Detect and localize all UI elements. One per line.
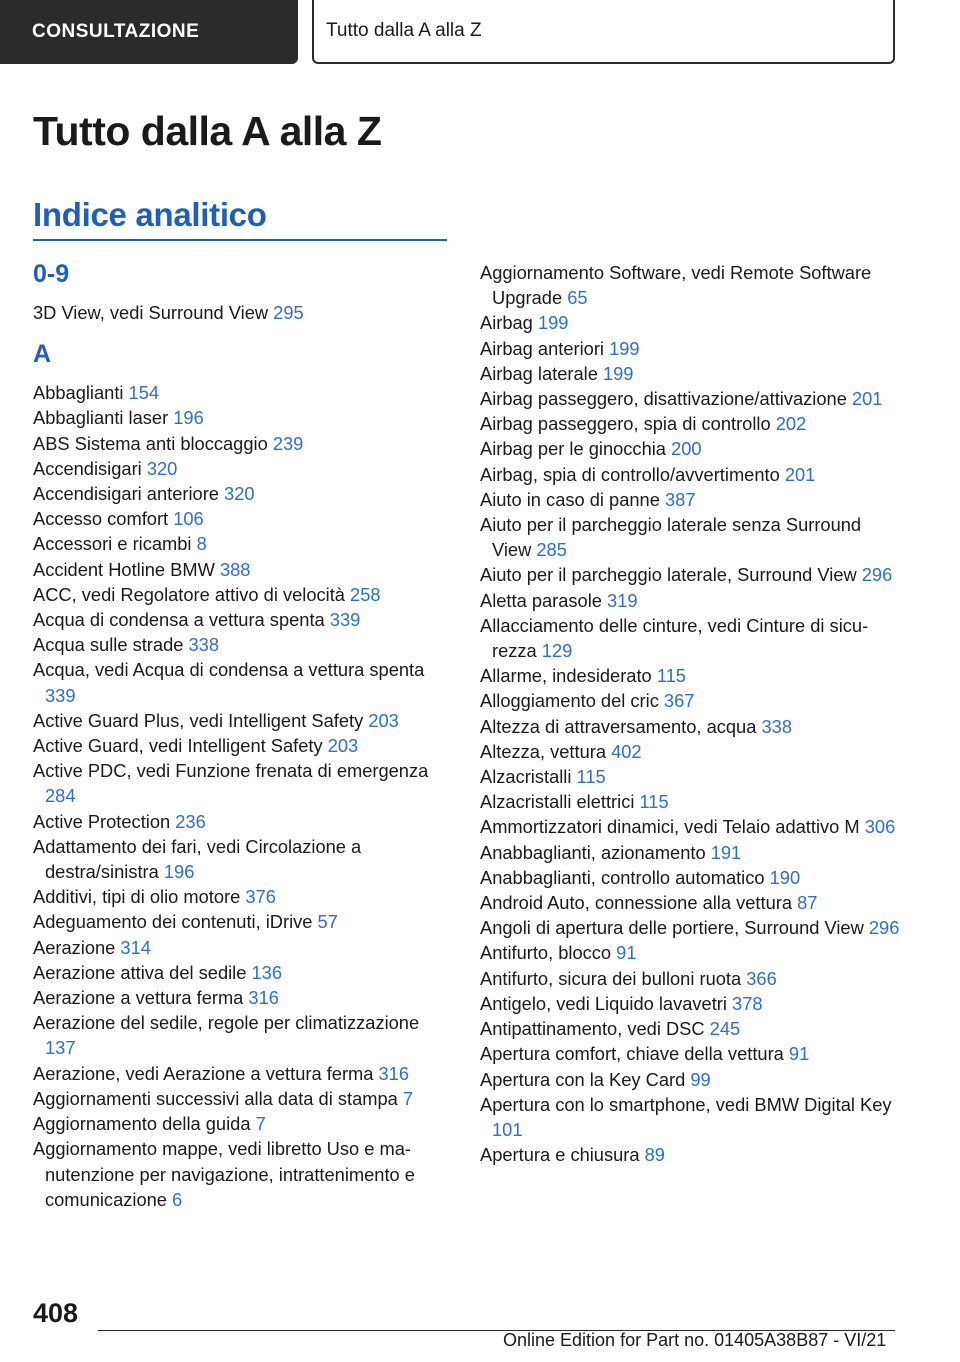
index-entry	[33, 1111, 443, 1136]
index-page-link[interactable]: 7	[255, 1113, 266, 1135]
index-page-link[interactable]: 106	[173, 508, 204, 530]
index-entry-text: Alzacristalli	[480, 766, 577, 788]
index-entry-text: Angoli di apertura delle portiere, Surround View	[480, 917, 869, 939]
index-entry	[33, 809, 443, 834]
index-entry-text: Airbag anteriori	[480, 337, 610, 359]
index-page-link[interactable]: 339	[329, 609, 361, 631]
index-column-left	[33, 258, 443, 1212]
index-entry-text: Aggiornamento mappe, vedi libretto Uso e manutenzione per navigazione, intrattenimento e comunicazione	[33, 1138, 415, 1210]
index-page-link[interactable]: 196	[173, 407, 204, 429]
index-entry-text: Abbaglianti	[33, 382, 129, 404]
index-entry	[33, 1061, 443, 1086]
index-entry	[33, 557, 443, 582]
index-entry-text: Ammortizzatori dinamici, vedi Telaio adattivo M	[480, 816, 865, 838]
index-group-a	[33, 380, 443, 1212]
index-page-link[interactable]: 387	[664, 488, 696, 510]
index-entry-text: Active Guard, vedi Intelligent Safety	[33, 735, 328, 757]
index-entry-text: Airbag per le ginocchia	[480, 438, 672, 460]
index-page-link[interactable]: 236	[175, 810, 206, 832]
index-column-right	[480, 260, 900, 1167]
index-entry	[480, 1092, 900, 1142]
index-entry-text: Apertura con lo smartphone, vedi BMW Digital Key	[480, 1093, 892, 1115]
index-entry-text: Aggiornamento della guida	[33, 1113, 256, 1135]
index-entry	[480, 865, 900, 890]
index-entry	[33, 1010, 443, 1060]
index-entry-text: Airbag	[480, 312, 538, 334]
index-page-link[interactable]: 203	[368, 709, 399, 731]
index-page-link[interactable]: 129	[541, 640, 573, 662]
index-entry	[480, 487, 900, 512]
index-entry	[33, 607, 443, 632]
index-page-link[interactable]: 366	[746, 967, 777, 989]
index-page-link[interactable]: 316	[378, 1062, 410, 1084]
index-page-link[interactable]: 320	[224, 483, 255, 505]
index-entry-text: Accesso comfort	[33, 508, 174, 530]
index-entry-text: Airbag passeggero, spia di controllo	[480, 413, 776, 435]
index-page-link[interactable]: 239	[272, 432, 304, 454]
index-entry-text: Additivi, tipi di olio motore	[33, 886, 246, 908]
index-page-link[interactable]: 295	[273, 302, 304, 323]
index-entry	[33, 456, 443, 481]
index-page-link[interactable]: 201	[784, 463, 816, 485]
index-page-link[interactable]: 258	[350, 583, 381, 605]
index-entry	[480, 940, 900, 965]
index-entry	[480, 714, 900, 739]
index-page-link[interactable]: 65	[567, 287, 588, 309]
index-entry-text: Allacciamento delle cinture, vedi Cinture di sicurezza	[480, 614, 869, 662]
index-entry	[480, 1041, 900, 1066]
index-entry-text: Aerazione del sedile, regole per climatizzazione	[33, 1012, 420, 1034]
index-entry	[480, 386, 900, 411]
index-page-link[interactable]: 89	[644, 1144, 665, 1166]
index-entry	[480, 462, 900, 487]
index-entry-text: 3D View, vedi Surround View	[33, 302, 274, 323]
index-page-link[interactable]: 285	[536, 539, 567, 561]
index-page-link[interactable]: 190	[769, 866, 801, 888]
index-page-link[interactable]: 115	[656, 665, 686, 687]
index-entry-text: Android Auto, connessione alla vettura	[480, 892, 798, 914]
index-page-link[interactable]: 91	[616, 942, 637, 964]
index-page-link[interactable]: 367	[663, 690, 695, 712]
index-entry	[480, 411, 900, 436]
index-entry-text: Aerazione, vedi Aerazione a vettura ferma	[33, 1062, 379, 1084]
index-entry	[480, 361, 900, 386]
index-entry	[33, 657, 443, 707]
index-group-heading: A	[33, 340, 52, 369]
index-page-link[interactable]: 339	[45, 684, 76, 706]
index-entry-text: Antipattinamento, vedi DSC	[480, 1018, 710, 1040]
index-page-link[interactable]: 316	[248, 987, 279, 1009]
index-entry	[33, 985, 443, 1010]
index-entry	[480, 966, 900, 991]
index-page-link[interactable]: 245	[709, 1018, 741, 1040]
index-entry-text: Apertura con la Key Card	[480, 1068, 691, 1090]
index-entry-text: Accessori e ricambi	[33, 533, 197, 555]
index-entry-text: Airbag, spia di controllo/avvertimento	[480, 463, 785, 485]
index-entry	[33, 506, 443, 531]
index-entry-text: Acqua di condensa a vettura spenta	[33, 609, 330, 631]
index-page-link[interactable]: 388	[219, 558, 251, 580]
index-entry	[33, 1086, 443, 1111]
index-entry	[33, 834, 443, 884]
index-entry	[480, 588, 900, 613]
index-page-link[interactable]: 57	[317, 911, 338, 933]
index-entry-text: Active Protection	[33, 810, 176, 832]
index-page-link[interactable]: 338	[761, 715, 792, 737]
index-page-link[interactable]: 115	[576, 766, 606, 788]
index-entry-text: Airbag laterale	[480, 362, 603, 384]
index-entry-text: Altezza, vettura	[480, 740, 612, 762]
index-entry-text: Aiuto per il parcheggio laterale senza Surround View	[480, 514, 862, 561]
index-entry	[480, 840, 900, 865]
index-entry-text: Adattamento dei fari, vedi Circolazione a destra/sinistra	[33, 835, 362, 883]
index-group-0-9	[33, 300, 443, 325]
index-entry	[480, 512, 900, 562]
index-entry-text: ACC, vedi Regolatore attivo di velocità	[33, 583, 351, 605]
index-entry	[33, 481, 443, 506]
chapter-tab	[0, 0, 298, 64]
index-entry	[33, 935, 443, 960]
index-entry-text: Aiuto per il parcheggio laterale, Surround View	[480, 564, 862, 586]
section-divider	[33, 239, 447, 241]
index-page-link[interactable]: 200	[671, 438, 702, 460]
index-page-link[interactable]: 196	[163, 861, 195, 883]
index-entry-text: Accendisigari anteriore	[33, 483, 225, 505]
index-page-link[interactable]: 296	[861, 564, 893, 586]
index-entry-text: Acqua, vedi Acqua di condensa a vettura spenta	[33, 659, 425, 681]
index-page-link[interactable]: 314	[120, 936, 151, 958]
index-entry	[33, 733, 443, 758]
index-entry	[33, 405, 443, 430]
index-entry-text: Antifurto, blocco	[480, 942, 617, 964]
index-entry	[480, 336, 900, 361]
index-page-link[interactable]: 338	[188, 634, 219, 656]
index-entry	[480, 915, 900, 940]
page-title: Tutto dalla A alla Z	[33, 108, 382, 154]
index-page-link[interactable]: 199	[537, 312, 569, 334]
index-entry	[33, 909, 443, 934]
index-entry	[480, 789, 900, 814]
index-page-link[interactable]: 154	[128, 382, 160, 404]
index-entry	[480, 260, 900, 310]
index-entry	[480, 688, 900, 713]
index-entry-text: Adeguamento dei contenuti, iDrive	[33, 911, 318, 933]
index-entry-text: Aerazione	[33, 936, 121, 958]
index-entry	[480, 1142, 900, 1167]
edition-note: Online Edition for Part no. 01405A38B87 - VI/21	[503, 1330, 887, 1350]
index-page-link[interactable]: 199	[602, 362, 634, 384]
index-page-link[interactable]: 115	[639, 791, 669, 813]
index-entry-text: Aggiornamento Software, vedi Remote Software Upgrade	[480, 262, 872, 309]
index-entry-text: Antigelo, vedi Liquido lavavetri	[480, 992, 733, 1014]
index-page-link[interactable]: 203	[327, 735, 359, 757]
index-entry	[33, 708, 443, 733]
index-page-link[interactable]: 306	[864, 816, 896, 838]
index-entry	[480, 562, 900, 587]
index-entry	[480, 613, 900, 663]
index-page-link[interactable]: 319	[607, 589, 638, 611]
index-entry-text: Antifurto, sicura dei bulloni ruota	[480, 967, 747, 989]
section-header-label: Tutto dalla A alla Z	[326, 20, 482, 41]
index-entry-text: Altezza di attraversamento, acqua	[480, 715, 762, 737]
index-entry-text: Active Guard Plus, vedi Intelligent Safety	[33, 709, 369, 731]
index-entry-text: Acqua sulle strade	[33, 634, 189, 656]
index-entry-text: Aerazione a vettura ferma	[33, 987, 249, 1009]
index-group-heading: 0-9	[33, 260, 70, 288]
index-page-link[interactable]: 91	[788, 1043, 810, 1065]
index-entry	[33, 531, 443, 556]
page-number: 408	[33, 1298, 79, 1328]
index-entry	[480, 1067, 900, 1092]
index-page-link[interactable]: 87	[797, 892, 818, 914]
index-page-link[interactable]: 402	[611, 740, 642, 762]
index-entry-text: Apertura comfort, chiave della vettura	[480, 1043, 789, 1065]
index-entry-text: Aerazione attiva del sedile	[33, 961, 252, 983]
index-entry	[480, 1016, 900, 1041]
index-page-link[interactable]: 99	[690, 1068, 711, 1090]
index-page-link[interactable]: 201	[851, 388, 883, 410]
index-entry	[480, 764, 900, 789]
index-entry	[480, 739, 900, 764]
index-entry-text: Accident Hotline BMW	[33, 558, 220, 580]
index-page-link[interactable]: 376	[245, 886, 276, 908]
index-entry-text: Accendisigari	[33, 457, 147, 479]
index-page-link[interactable]: 378	[732, 992, 763, 1014]
index-entry-text: Alloggiamento del cric	[480, 690, 664, 712]
index-entry	[480, 814, 900, 839]
index-entry	[33, 758, 443, 808]
index-entry	[480, 991, 900, 1016]
index-entry	[33, 380, 443, 405]
index-entry-text: Active PDC, vedi Funzione frenata di emergenza	[33, 760, 429, 782]
index-page-link[interactable]: 202	[775, 413, 807, 435]
index-entry	[33, 632, 443, 657]
index-entry-text: ABS Sistema anti bloccaggio	[33, 432, 273, 454]
index-entry-text: Anabbaglianti, controllo automatico	[480, 866, 770, 888]
index-page-link[interactable]: 199	[609, 337, 640, 359]
index-page-link[interactable]: 6	[172, 1188, 183, 1210]
index-page-link[interactable]: 284	[45, 785, 76, 807]
index-page-link[interactable]: 296	[868, 917, 900, 939]
index-entry-text: Airbag passeggero, disattivazione/attivazione	[480, 388, 852, 410]
index-entry	[480, 890, 900, 915]
index-entry-text: Aggiornamenti successivi alla data di stampa	[33, 1087, 403, 1109]
chapter-label: CONSULTAZIONE	[32, 21, 200, 42]
index-entry-text: Alzacristalli elettrici	[480, 791, 640, 813]
index-page-link[interactable]: 7	[402, 1087, 414, 1109]
index-page-link[interactable]: 8	[196, 533, 207, 555]
index-page-link[interactable]: 137	[45, 1037, 76, 1059]
index-page-link[interactable]: 101	[492, 1118, 523, 1140]
index-group-a-continued	[480, 260, 900, 1167]
index-entry-text: Apertura e chiusura	[480, 1144, 645, 1166]
index-entry	[33, 960, 443, 985]
index-entry	[480, 310, 900, 335]
index-entry	[33, 431, 443, 456]
index-entry	[480, 663, 900, 688]
section-title: Indice analitico	[33, 196, 267, 233]
index-entry	[33, 884, 443, 909]
index-entry	[33, 300, 443, 325]
index-entry-text: Abbaglianti laser	[33, 407, 174, 429]
index-entry-text: Anabbaglianti, azionamento	[480, 841, 711, 863]
index-entry	[33, 1136, 443, 1212]
index-entry	[33, 582, 443, 607]
index-page-link[interactable]: 320	[146, 457, 178, 479]
index-page-link[interactable]: 191	[710, 841, 742, 863]
index-entry-text: Aiuto in caso di panne	[480, 488, 665, 510]
section-header	[312, 0, 895, 64]
index-page-link[interactable]: 136	[251, 961, 283, 983]
index-entry	[480, 436, 900, 461]
index-entry-text: Allarme, indesiderato	[480, 665, 657, 687]
index-entry-text: Aletta parasole	[480, 589, 608, 611]
